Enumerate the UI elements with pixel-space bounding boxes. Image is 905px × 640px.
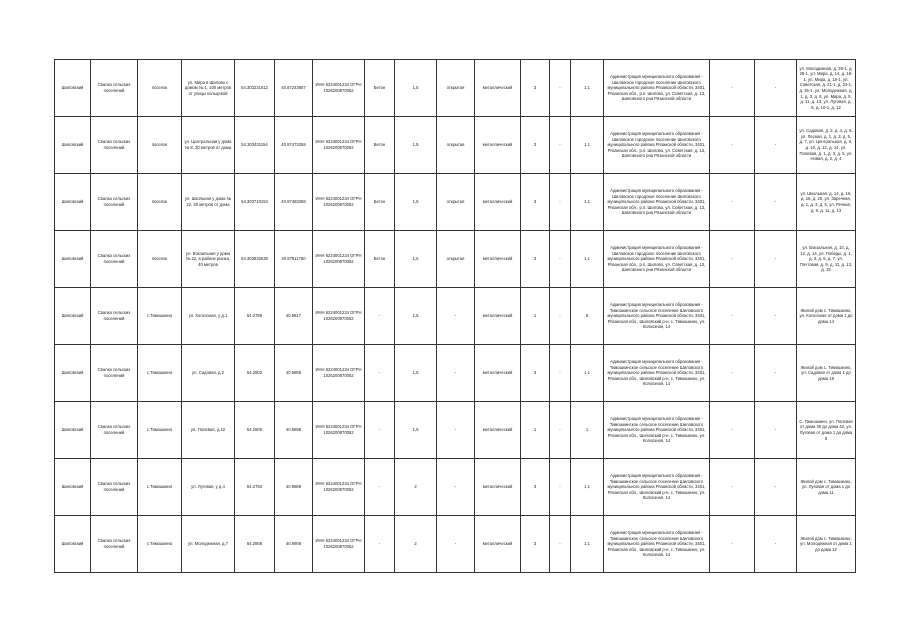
table-cell-c10: - bbox=[437, 402, 475, 459]
table-cell-c8: Бетон bbox=[365, 117, 395, 174]
table-cell-c10: открытая bbox=[437, 60, 475, 117]
table-cell-c6: 40.9817 bbox=[275, 288, 313, 345]
table-cell-c7: ИНН 6224001234 ОГРН 1026200870062 bbox=[313, 288, 365, 345]
table-cell-c14: 1,1 bbox=[571, 174, 604, 231]
table-cell-c3: с.Тимошкино bbox=[138, 516, 182, 573]
table-cell-c3: с.Тимошкино bbox=[138, 288, 182, 345]
table-cell-c7: ИНН 6224001234 ОГРН 1026200870062 bbox=[313, 402, 365, 459]
table-cell-c11: металлический bbox=[475, 402, 521, 459]
table-body bbox=[55, 60, 856, 573]
table-cell-c3: поселок bbox=[138, 174, 182, 231]
table-cell-c12: 3 bbox=[521, 231, 550, 288]
table-cell-c2: Свалка сельских поселений bbox=[91, 288, 138, 345]
table-cell-c5: 54.2805 bbox=[235, 402, 275, 459]
table-cell-c5: 54.303431154 bbox=[235, 117, 275, 174]
table-cell-c16: - bbox=[710, 231, 755, 288]
table-cell-c7: ИНН 6224001234 ОГРН 1026200870062 bbox=[313, 174, 365, 231]
table-cell-c16: - bbox=[710, 60, 755, 117]
table-cell-c16: - bbox=[710, 459, 755, 516]
table-cell-c4: ул. Школьная у дома № 22, 40 метров от дома bbox=[182, 174, 235, 231]
table-row bbox=[55, 459, 856, 516]
table-cell-c2: Свалка сельских поселений bbox=[91, 516, 138, 573]
table-cell-c3: поселок bbox=[138, 231, 182, 288]
table-cell-c18: Жилой дом с. Тимошкино, ул. Луговая от дома 1 до дома 11 bbox=[797, 459, 856, 516]
table-cell-c17: - bbox=[755, 117, 797, 174]
table-row bbox=[55, 345, 856, 402]
table-cell-c9: 1,5 bbox=[395, 402, 437, 459]
table-cell-c9: 1,5 bbox=[395, 174, 437, 231]
table-cell-c6: 40.87511760 bbox=[275, 231, 313, 288]
table-cell-c2: Свалка сельских поселений bbox=[91, 60, 138, 117]
table-cell-c8: - bbox=[365, 288, 395, 345]
table-cell-c1: Шиловский bbox=[55, 345, 91, 402]
table-cell-c5: 54.303231612 bbox=[235, 60, 275, 117]
table-cell-c14: 1,1 bbox=[571, 345, 604, 402]
table-row bbox=[55, 117, 856, 174]
table-cell-c15: Администрация муниципального образования - Тимошкинское сельское поселение Шиловского муниципального района Рязанской области, 3401, Рязанская обл., Шиловский р-н, с. Тимошкино, ул. Колхозная, 14 bbox=[604, 288, 710, 345]
table-cell-c12: 3 bbox=[521, 60, 550, 117]
table-cell-c18: Жилой дом с. Тимошкино, ул. Молодежная от дома 1 до дома 12 bbox=[797, 516, 856, 573]
table-row bbox=[55, 288, 856, 345]
table-cell-c4: ул. Центральная у дома № 8, 30 метров от дома bbox=[182, 117, 235, 174]
table-cell-c18: Жилой дом с. Тимошкино, ул. Колхозная от дома 1 до дома 14 bbox=[797, 288, 856, 345]
table-cell-c1: Шиловский bbox=[55, 117, 91, 174]
table-cell-c14: 1 bbox=[571, 402, 604, 459]
table-cell-c1: Шиловский bbox=[55, 231, 91, 288]
table-cell-c12: 1 bbox=[521, 402, 550, 459]
table-cell-c9: 1,5 bbox=[395, 231, 437, 288]
table-row bbox=[55, 231, 856, 288]
table-cell-c12: 3 bbox=[521, 117, 550, 174]
table-cell-c17: - bbox=[755, 288, 797, 345]
table-cell-c10: открытая bbox=[437, 174, 475, 231]
table-cell-c18: ул. Молодежная, д. 28-1, д. 28-1, ул. Мира, д. 14, д. 16-1, ул. Мира, д. 18-1, ул. Советская, д. 21-1, д. 23-1, д. 25-1, ул. Молодежная, д. 1, д. 3, д. 5, ул. Мира, д. 9, д. 11, д. 13, ул. Луговая, д. 8, д. 10-1, д. 12 bbox=[797, 60, 856, 117]
table-cell-c5: 54.303832539 bbox=[235, 231, 275, 288]
table-cell-c7: ИНН 6224001234 ОГРН 1026200870062 bbox=[313, 60, 365, 117]
table-cell-c8: - bbox=[365, 345, 395, 402]
table-cell-c3: с.Тимошкино bbox=[138, 402, 182, 459]
table-cell-c4: ул. Молодежная, д.7 bbox=[182, 516, 235, 573]
table-cell-c16: - bbox=[710, 288, 755, 345]
table-cell-c18: С. Тимошкино, ул. Полевая от дома 30 до дома 42, ул. Луговая от дома 1 до дома 8 bbox=[797, 402, 856, 459]
table-cell-c10: - bbox=[437, 345, 475, 402]
table-cell-c4: ул. Вокзальная у дома № 22, в районе рынка, 40 метров bbox=[182, 231, 235, 288]
table-cell-c17: - bbox=[755, 231, 797, 288]
table-cell-c5: 54.2808 bbox=[235, 516, 275, 573]
table-cell-c14: 1,1 bbox=[571, 231, 604, 288]
table-cell-c6: 40.9898 bbox=[275, 402, 313, 459]
table-cell-c3: с.Тимошкино bbox=[138, 345, 182, 402]
table-cell-c14: 1,1 bbox=[571, 516, 604, 573]
table-cell-c1: Шиловский bbox=[55, 402, 91, 459]
table-cell-c17: - bbox=[755, 174, 797, 231]
table-cell-c8: - bbox=[365, 516, 395, 573]
table-cell-c15: Администрация муниципального образования - Шиловское городское поселение Шиловского муниципального района Рязанской области, 3401, Рязанская обл., р.п. Шилово, ул. Советская, д. 13, Шиловского рна Рязанской области bbox=[604, 60, 710, 117]
table-cell-c9: 1,5 bbox=[395, 288, 437, 345]
table-cell-c2: Свалка сельских поселений bbox=[91, 402, 138, 459]
table-cell-c2: Свалка сельских поселений bbox=[91, 117, 138, 174]
table-cell-c16: - bbox=[710, 174, 755, 231]
table-cell-c16: - bbox=[710, 345, 755, 402]
table-cell-c15: Администрация муниципального образования - Шиловское городское поселение Шиловского муниципального района Рязанской области, 3401, Рязанская обл., р.п. Шилово, ул. Советская, д. 13, Шиловского рна Рязанской области bbox=[604, 174, 710, 231]
table-cell-c8: Бетон bbox=[365, 174, 395, 231]
table-cell-c17: - bbox=[755, 60, 797, 117]
table-cell-c6: 40.9869 bbox=[275, 459, 313, 516]
table-cell-c11: металлический bbox=[475, 117, 521, 174]
table-cell-c9: 1,5 bbox=[395, 60, 437, 117]
table-cell-c6: 40.9856 bbox=[275, 345, 313, 402]
table-cell-c13: - bbox=[550, 516, 571, 573]
table-cell-c13: - bbox=[550, 174, 571, 231]
table-cell-c10: открытая bbox=[437, 117, 475, 174]
table-cell-c5: 54.2802 bbox=[235, 345, 275, 402]
table-cell-c2: Свалка сельских поселений bbox=[91, 459, 138, 516]
table-row bbox=[55, 174, 856, 231]
table-cell-c12: 3 bbox=[521, 174, 550, 231]
table-cell-c6: 40.87473258 bbox=[275, 117, 313, 174]
table-cell-c14: 1,1 bbox=[571, 459, 604, 516]
table-cell-c5: 54.2789 bbox=[235, 288, 275, 345]
table-cell-c7: ИНН 6224001234 ОГРН 1026200870062 bbox=[313, 459, 365, 516]
table-cell-c1: Шиловский bbox=[55, 516, 91, 573]
table-row bbox=[55, 60, 856, 117]
table-cell-c9: 1,5 bbox=[395, 117, 437, 174]
table-cell-c1: Шиловский bbox=[55, 174, 91, 231]
table-cell-c7: ИНН 6224001234 ОГРН 1026200870062 bbox=[313, 231, 365, 288]
table-cell-c6: 40.87243657 bbox=[275, 60, 313, 117]
table-cell-c17: - bbox=[755, 516, 797, 573]
table-cell-c2: Свалка сельских поселений bbox=[91, 174, 138, 231]
table-cell-c16: - bbox=[710, 402, 755, 459]
table-cell-c3: поселок bbox=[138, 117, 182, 174]
table-cell-c13: - bbox=[550, 402, 571, 459]
table-cell-c15: Администрация муниципального образования - Тимошкинское сельское поселение Шиловского муниципального района Рязанской области, 3401, Рязанская обл., Шиловский р-н, с. Тимошкино, ул. Колхозная, 14 bbox=[604, 516, 710, 573]
table-cell-c13: - bbox=[550, 117, 571, 174]
table-cell-c14: 1,1 bbox=[571, 117, 604, 174]
table-cell-c5: 54.303710153 bbox=[235, 174, 275, 231]
table-cell-c7: ИНН 6224001234 ОГРН 1026200870062 bbox=[313, 117, 365, 174]
table-cell-c11: металлический bbox=[475, 516, 521, 573]
table-cell-c3: с.Тимошкино bbox=[138, 459, 182, 516]
table-cell-c12: 1 bbox=[521, 288, 550, 345]
table-cell-c18: Жилой дом с. Тимошкино, ул. Садовая от дома 1 до дома 19 bbox=[797, 345, 856, 402]
table-cell-c10: - bbox=[437, 288, 475, 345]
table-cell-c13: - bbox=[550, 231, 571, 288]
table-cell-c11: металлический bbox=[475, 459, 521, 516]
table-cell-c9: 2 bbox=[395, 516, 437, 573]
table-cell-c4: ул. Полевая, д.42 bbox=[182, 402, 235, 459]
table-cell-c15: Администрация муниципального образования - Тимошкинское сельское поселение Шиловского муниципального района Рязанской области, 3401, Рязанская обл., Шиловский р-н, с. Тимошкино, ул. Колхозная, 14 bbox=[604, 345, 710, 402]
table-cell-c16: - bbox=[710, 516, 755, 573]
table-cell-c12: 3 bbox=[521, 516, 550, 573]
table-cell-c4: ул. Садовая, д.2 bbox=[182, 345, 235, 402]
table-cell-c4: ул. Луговая, у д.4 bbox=[182, 459, 235, 516]
table-cell-c12: 3 bbox=[521, 459, 550, 516]
table-cell-c13: - bbox=[550, 345, 571, 402]
table-cell-c8: - bbox=[365, 459, 395, 516]
table-cell-c6: 40.87483258 bbox=[275, 174, 313, 231]
table-cell-c11: металлический bbox=[475, 60, 521, 117]
table-cell-c7: ИНН 6224001234 ОГРН 1026200870062 bbox=[313, 516, 365, 573]
table-cell-c15: Администрация муниципального образования - Шиловское городское поселение Шиловского муниципального района Рязанской области, 3401, Рязанская обл., р.п. Шилово, ул. Советская, д. 13, Шиловского рна Рязанской области bbox=[604, 231, 710, 288]
table-cell-c18: ул. Садовая, д. 2, д. 4, д. 6, ул. Лесная, д. 1, д. 3, д. 5, д. 7, ул. Центральная, д. 8, д. 10, д. 12, д. 14, ул. Полевая, д. 1, д. 3, д. 5, ул. Новая, д. 2, д. 4 bbox=[797, 117, 856, 174]
table-cell-c8: Бетон bbox=[365, 231, 395, 288]
table-cell-c18: ул. Школьная, д. 14, д. 16, д. 18, д. 20, ул. Заречная, д. 1, д. 3, д. 5, ул. Речная, д. 9, д. 11, д. 13 bbox=[797, 174, 856, 231]
table-cell-c14: 1,1 bbox=[571, 60, 604, 117]
table-cell-c9: 2 bbox=[395, 459, 437, 516]
table-cell-c15: Администрация муниципального образования - Тимошкинское сельское поселение Шиловского муниципального района Рязанской области, 3401, Рязанская обл., Шиловский р-н, с. Тимошкино, ул. Колхозная, 14 bbox=[604, 402, 710, 459]
table-cell-c13: - bbox=[550, 60, 571, 117]
table-cell-c11: металлический bbox=[475, 231, 521, 288]
table-cell-c18: ул. Вокзальная, д. 10, д. 12, д. 14, ул. Победы, д. 1, д. 3, д. 5, д. 7, ул. Почтовая, д. 9, д. 11, д. 13, д. 15 bbox=[797, 231, 856, 288]
table-cell-c12: 3 bbox=[521, 345, 550, 402]
table-cell-c5: 54.2793 bbox=[235, 459, 275, 516]
table-cell-c7: ИНН 6224001234 ОГРН 1026200870062 bbox=[313, 345, 365, 402]
table-cell-c8: Бетон bbox=[365, 60, 395, 117]
table-cell-c17: - bbox=[755, 402, 797, 459]
table-cell-c15: Администрация муниципального образования - Шиловское городское поселение Шиловского муниципального района Рязанской области, 3401, Рязанская обл., р.п. Шилово, ул. Советская, д. 13, Шиловского рна Рязанской области bbox=[604, 117, 710, 174]
table-row bbox=[55, 402, 856, 459]
table-cell-c4: ул. Мира в Шилово с домом № 1, 100 метров от улицы кольцевой bbox=[182, 60, 235, 117]
table-cell-c13: - bbox=[550, 459, 571, 516]
table-cell-c11: металлический bbox=[475, 174, 521, 231]
table-cell-c3: поселок bbox=[138, 60, 182, 117]
table-cell-c17: - bbox=[755, 345, 797, 402]
table-cell-c11: металлический bbox=[475, 288, 521, 345]
table-cell-c1: Шиловский bbox=[55, 459, 91, 516]
table-cell-c16: - bbox=[710, 117, 755, 174]
table-cell-c10: - bbox=[437, 459, 475, 516]
table-cell-c14: 8 bbox=[571, 288, 604, 345]
table-cell-c8: - bbox=[365, 402, 395, 459]
table-cell-c17: - bbox=[755, 459, 797, 516]
table-row bbox=[55, 516, 856, 573]
table-cell-c9: 1,5 bbox=[395, 345, 437, 402]
table-cell-c2: Свалка сельских поселений bbox=[91, 231, 138, 288]
table-cell-c10: - bbox=[437, 516, 475, 573]
table-cell-c2: Свалка сельских поселений bbox=[91, 345, 138, 402]
table-cell-c1: Шиловский bbox=[55, 288, 91, 345]
table-cell-c6: 40.9908 bbox=[275, 516, 313, 573]
table-cell-c10: открытая bbox=[437, 231, 475, 288]
table-cell-c15: Администрация муниципального образования - Тимошкинское сельское поселение Шиловского муниципального района Рязанской области, 3401, Рязанская обл., Шиловский р-н, с. Тимошкино, ул. Колхозная, 14 bbox=[604, 459, 710, 516]
table-cell-c11: металлический bbox=[475, 345, 521, 402]
table-cell-c1: Шиловский bbox=[55, 60, 91, 117]
table-cell-c13: - bbox=[550, 288, 571, 345]
table-cell-c4: ул. Колхозная, у д.1 bbox=[182, 288, 235, 345]
registry-table bbox=[54, 59, 856, 573]
